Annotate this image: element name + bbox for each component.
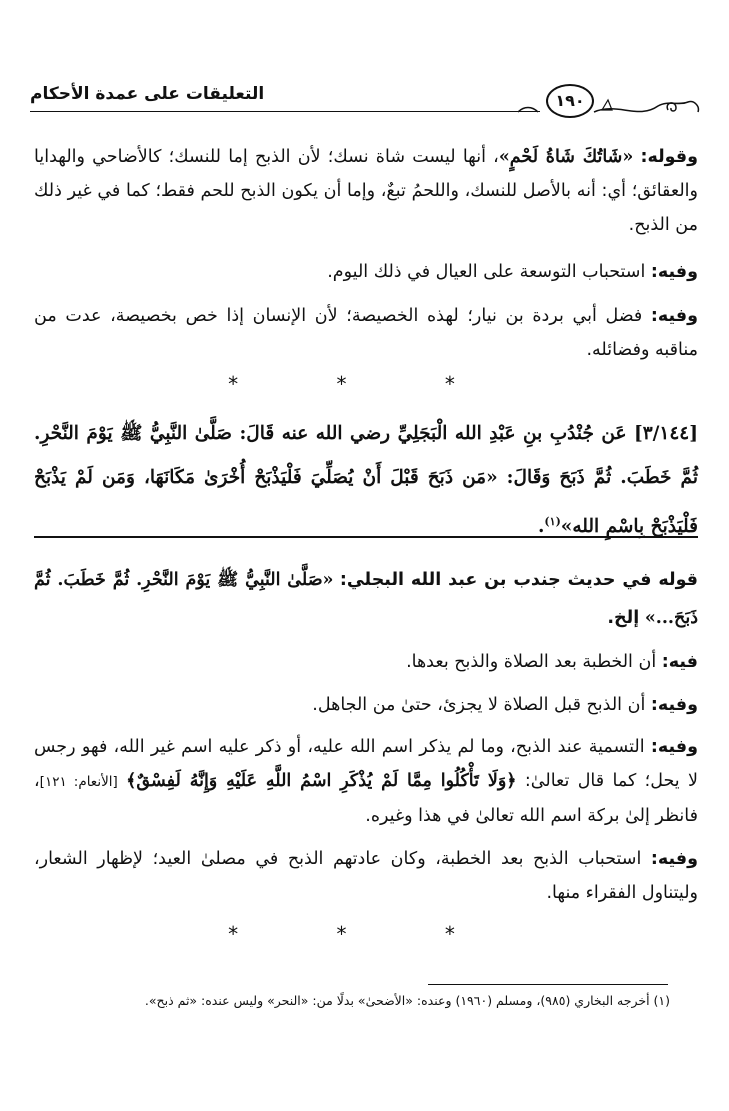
paragraph-1	[34, 140, 698, 242]
paragraph-text: أن الخطبة بعد الصلاة والذبح بعدها.	[406, 652, 657, 672]
paragraph-2	[34, 255, 698, 289]
paragraph-6	[34, 688, 698, 722]
paragraph-3	[34, 299, 698, 367]
hadith-quote: «صَلَّىٰ النَّبِيُّ ﷺ يَوْمَ النَّحْرِ. ثُمَّ خَطَبَ. ثُمَّ ذَبَحَ...»	[34, 570, 698, 628]
paragraph-lead: وفيه:	[650, 695, 698, 715]
paragraph-5	[34, 645, 698, 679]
paragraph-lead: فيه:	[661, 652, 698, 672]
paragraph-lead: وفيه:	[650, 262, 698, 282]
paragraph-lead: وفيه:	[650, 849, 698, 869]
section-separator-stars: * * *	[228, 372, 501, 396]
paragraph-text: إلخ.	[607, 608, 640, 628]
paragraph-4	[34, 561, 698, 637]
paragraph-tail: ، فانظر إلىٰ بركة اسم الله تعالىٰ في هذا وغيره.	[34, 771, 698, 826]
paragraph-text: ، أنها ليست شاة نسك؛ لأن الذبح إما للنسك؛ كالأضاحي والهدايا والعقائق؛ أي: أنه بالأصل للنسك، واللحمُ تبعٌ، وإما أن يكون الذبح للحم فقط؛ كما في غير ذلك من الذبح.	[34, 147, 698, 235]
paragraph-text: استحباب التوسعة على العيال في ذلك اليوم.	[327, 262, 646, 282]
quran-verse: ﴿وَلَا تَأْكُلُوا مِمَّا لَمْ يُذْكَرِ اسْمُ اللَّهِ عَلَيْهِ وَإِنَّهُ لَفِسْقٌ﴾	[126, 771, 517, 791]
paragraph-text: استحباب الذبح بعد الخطبة، وكان عادتهم الذبح في مصلىٰ العيد؛ لإظهار الشعار، وليتناول الفقراء منها.	[34, 849, 698, 903]
paragraph-lead: وفيه:	[650, 737, 698, 757]
paragraph-text: أن الذبح قبل الصلاة لا يجزئ، حتىٰ من الجاهل.	[312, 695, 646, 715]
paragraph-8	[34, 842, 698, 910]
paragraph-lead: وفيه:	[650, 306, 698, 326]
quran-reference: [الأنعام: ١٢١]	[39, 774, 118, 790]
paragraph-text: فضل أبي بردة بن نيار؛ لهذه الخصيصة؛ لأن الإنسان إذا خص بخصيصة، عدت من مناقبه وفضائله.	[34, 306, 698, 360]
hadith-text: [٣/١٤٤] عَن جُنْدُبِ بنِ عَبْدِ الله الْبَجَلِيِّ رضي الله عنه قَالَ: صَلَّىٰ النَّبِيُّ ﷺ يَوْمَ النَّحْرِ. ثُمَّ خَطَبَ. ثُمَّ ذَبَحَ وَقَالَ: «مَن ذَبَحَ قَبْلَ أَنْ يُصَلِّيَ فَلْيَذْبَحْ أُخْرَىٰ مَكَانَهَا، وَمَن لَمْ يَذْبَحْ فَلْيَذْبَحْ بِاسْمِ الله»	[34, 423, 698, 538]
page-number: ١٩٠	[546, 84, 594, 118]
header-rule	[30, 111, 540, 112]
hadith-end: .	[537, 516, 545, 538]
running-header-title: التعليقات على عمدة الأحكام	[30, 84, 265, 104]
footnote: (١) أخرجه البخاري (٩٨٥)، ومسلم (١٩٦٠) وعنده: «الأضحىٰ» بدلًا من: «النحر» وليس عنده: «ثم ذبح».	[144, 993, 670, 1008]
hadith-quote: «شَاتُكَ شَاةُ لَحْمٍ»	[498, 147, 634, 167]
section-separator-stars: * * *	[228, 922, 501, 946]
paragraph-7	[34, 730, 698, 833]
footnote-rule	[428, 984, 668, 985]
paragraph-lead: قوله في حديث جندب بن عبد الله البجلي:	[339, 570, 698, 590]
hadith-separator-rule	[34, 536, 698, 538]
footnote-reference: (١)	[544, 515, 561, 528]
paragraph-lead: وقوله:	[640, 147, 698, 167]
paragraph-text: التسمية عند الذبح، وما لم يذكر اسم الله عليه، أو ذكر عليه اسم غير الله، فهو رجس لا يحل؛ كما قال تعالىٰ:	[34, 737, 698, 791]
hadith-text-block	[34, 412, 698, 549]
ornament-swirl	[667, 103, 676, 111]
